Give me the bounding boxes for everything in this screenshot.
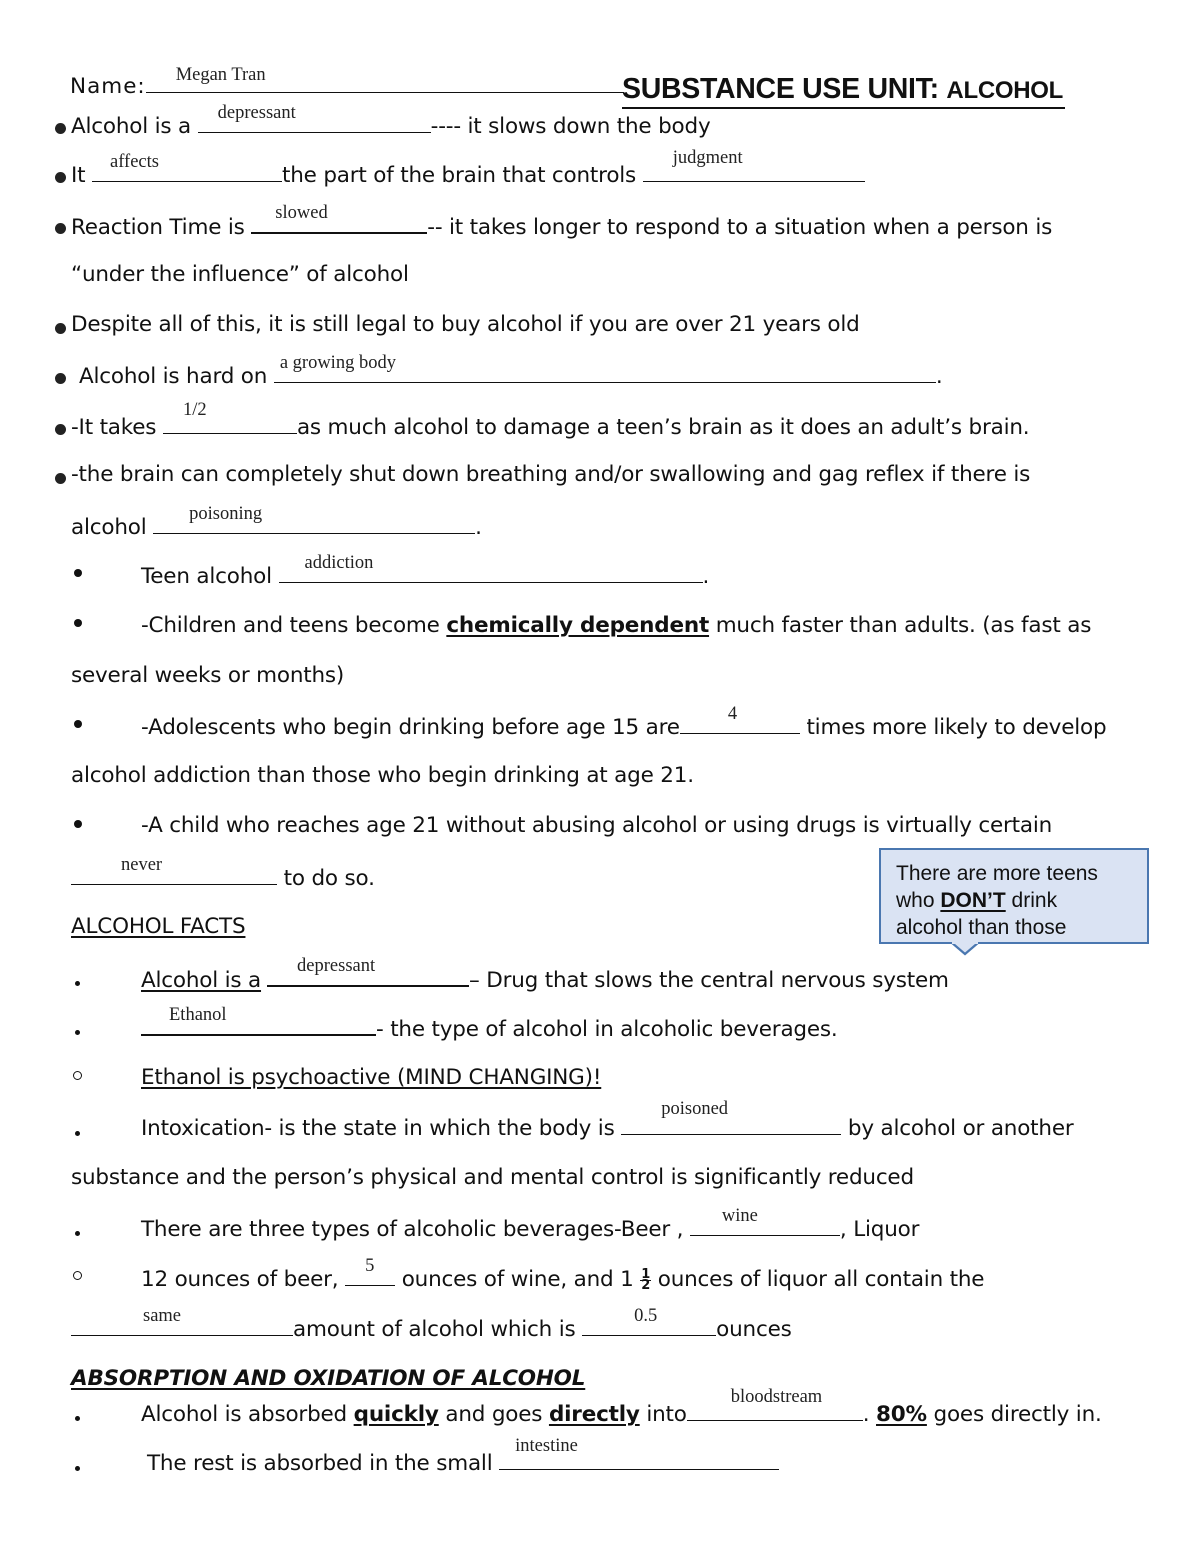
line-shut-down <box>71 462 1030 487</box>
line-age-21 <box>71 763 694 788</box>
line-text: The rest is absorbed in the small <box>147 1451 493 1476</box>
answer-blank[interactable] <box>198 103 431 133</box>
line-text: . <box>862 1402 870 1427</box>
line-teen-addiction <box>141 553 710 589</box>
line-weeks-months <box>71 663 344 688</box>
line-text: ounces of liquor all contain the <box>657 1267 985 1292</box>
bullet-icon <box>74 820 82 828</box>
bullet-icon <box>55 172 66 183</box>
absorption-heading <box>71 1366 585 1391</box>
name-row <box>70 65 624 99</box>
bullet-icon <box>75 1030 80 1035</box>
answer-blank[interactable] <box>499 1436 779 1470</box>
line-text: There are three types of alcoholic beverages-Beer , <box>141 1217 684 1242</box>
answer-blank[interactable] <box>643 148 865 182</box>
callout-emphasis: DON’T <box>940 889 1006 912</box>
callout-word: drink <box>1011 889 1058 912</box>
line-reaction-time <box>71 203 1053 240</box>
line-text: times more likely to develop <box>806 715 1107 740</box>
unit-title <box>622 74 1065 109</box>
answer-text: 4 <box>727 704 738 724</box>
line-text: Alcohol is hard on <box>79 364 268 389</box>
answer-text: depressant <box>217 103 296 123</box>
line-text: substance and the person’s physical and mental control is significantly reduced <box>71 1165 914 1190</box>
answer-blank[interactable] <box>163 400 297 434</box>
emphasis-text: quickly <box>353 1402 439 1427</box>
line-text: 12 ounces of beer, <box>141 1267 339 1292</box>
line-text: several weeks or months) <box>71 663 345 688</box>
bullet-icon <box>75 1131 80 1136</box>
line-text: goes directly in. <box>933 1402 1102 1427</box>
line-absorbed-quickly <box>141 1387 1102 1427</box>
answer-text: affects <box>110 152 159 172</box>
answer-text: bloodstream <box>730 1387 823 1407</box>
bullet-icon <box>55 123 66 134</box>
line-text: Alcohol is a <box>141 968 262 993</box>
line-text: – Drug that slows the central nervous system <box>469 968 949 993</box>
fraction-numerator: 1 <box>641 1266 651 1282</box>
callout-word: who <box>896 889 935 912</box>
heading-text: ALCOHOL FACTS <box>71 914 246 939</box>
line-text: into <box>646 1402 687 1427</box>
answer-text: intestine <box>515 1436 578 1456</box>
line-text: and goes <box>445 1402 543 1427</box>
line-text: . <box>702 564 710 589</box>
line-affects <box>71 148 865 188</box>
answer-text: depressant <box>297 956 376 976</box>
name-field[interactable] <box>146 65 624 93</box>
answer-blank[interactable] <box>251 203 427 234</box>
bullet-icon <box>75 981 80 986</box>
answer-blank[interactable] <box>92 152 282 182</box>
answer-blank[interactable] <box>274 353 936 383</box>
alcohol-facts-heading <box>71 914 245 939</box>
line-text: . <box>935 364 943 389</box>
callout-box <box>879 848 1149 944</box>
answer-blank[interactable] <box>279 553 703 583</box>
unit-title-main: SUBSTANCE USE UNIT: <box>622 73 939 105</box>
answer-text: Ethanol <box>169 1005 227 1025</box>
line-text: much faster than adults. (as fast as <box>715 613 1092 638</box>
callout-line: alcohol than those <box>896 916 1067 939</box>
line-text: ounces <box>716 1317 792 1342</box>
line-depressant <box>71 103 711 139</box>
line-virtually-certain <box>141 813 1052 838</box>
line-text: ounces of wine, and 1 <box>401 1267 634 1292</box>
bullet-icon <box>74 569 82 577</box>
line-legal <box>71 312 860 337</box>
answer-blank[interactable] <box>267 956 469 987</box>
callout-text <box>896 860 1098 941</box>
answer-blank[interactable] <box>141 1005 376 1036</box>
line-takes-half <box>71 400 1030 440</box>
line-chemically-dependent <box>141 613 1091 638</box>
hollow-bullet-icon <box>73 1071 82 1080</box>
bullet-icon <box>74 619 82 627</box>
line-small-intestine <box>147 1436 779 1476</box>
line-text: Alcohol is absorbed <box>141 1402 347 1427</box>
answer-text: wine <box>721 1206 758 1226</box>
line-hard-on <box>79 353 943 389</box>
bullet-icon <box>75 1416 80 1421</box>
answer-text: judgment <box>672 148 743 168</box>
line-text: -It takes <box>71 415 157 440</box>
line-text: -Adolescents who begin drinking before age 15 are <box>141 715 680 740</box>
line-text: -the brain can completely shut down breathing and/or swallowing and gag reflex if there is <box>71 462 1031 487</box>
answer-blank[interactable] <box>582 1306 716 1336</box>
line-text: to do so. <box>283 866 375 891</box>
line-facts-depressant <box>141 956 949 993</box>
answer-text: poisoning <box>189 504 263 524</box>
line-same-amount <box>71 1306 792 1342</box>
answer-text: 1/2 <box>182 400 207 420</box>
answer-text: never <box>121 855 163 875</box>
hollow-bullet-icon <box>73 1271 82 1280</box>
answer-text: a growing body <box>279 353 396 373</box>
line-text: the part of the brain that controls <box>282 163 637 188</box>
line-ethanol <box>141 1005 838 1042</box>
line-text: as much alcohol to damage a teen’s brain as it does an adult’s brain. <box>296 415 1030 440</box>
line-text: - the type of alcohol in alcoholic beverages. <box>376 1017 838 1042</box>
line-text: Alcohol is a <box>71 114 192 139</box>
answer-text: poisoned <box>661 1099 729 1119</box>
line-text: alcohol addiction than those who begin drinking at age 21. <box>71 763 694 788</box>
bullet-icon <box>75 1466 80 1471</box>
line-poisoning <box>71 504 482 540</box>
answer-blank[interactable] <box>71 1306 293 1336</box>
name-answer: Megan Tran <box>175 65 266 85</box>
emphasis-text: 80% <box>876 1402 927 1427</box>
bullet-icon <box>74 720 82 728</box>
answer-text: slowed <box>275 203 328 223</box>
emphasis-text: directly <box>548 1402 640 1427</box>
callout-pointer-icon <box>951 942 979 956</box>
line-age-15 <box>141 704 1107 740</box>
answer-blank[interactable] <box>687 1387 863 1421</box>
callout-line <box>896 887 1098 914</box>
bullet-icon <box>55 323 66 334</box>
line-text: Ethanol is psychoactive (MIND CHANGING)! <box>141 1065 602 1090</box>
bullet-icon <box>55 373 66 384</box>
line-ounces <box>141 1256 985 1293</box>
fraction-half <box>640 1266 651 1293</box>
line-intoxication <box>141 1099 1074 1141</box>
answer-text: 0.5 <box>634 1306 658 1326</box>
callout-line: There are more teens <box>896 862 1098 885</box>
answer-blank[interactable] <box>690 1206 840 1236</box>
line-text: Despite all of this, it is still legal to buy alcohol if you are over 21 years old <box>71 312 860 337</box>
bullet-icon <box>75 1231 80 1236</box>
line-text: -A child who reaches age 21 without abusing alcohol or using drugs is virtually certain <box>141 813 1053 838</box>
unit-title-sub: ALCOHOL <box>946 77 1063 104</box>
line-text: . <box>475 515 482 540</box>
line-text: -Children and teens become <box>141 613 440 638</box>
bullet-icon <box>55 424 66 435</box>
answer-text: 5 <box>365 1256 375 1276</box>
line-under-influence <box>71 262 409 287</box>
line-psychoactive <box>141 1065 601 1090</box>
answer-blank[interactable] <box>680 704 800 734</box>
heading-text: ABSORPTION AND OXIDATION OF ALCOHOL <box>71 1366 586 1391</box>
line-substance <box>71 1165 914 1190</box>
line-text: Intoxication- is the state in which the body is <box>141 1116 615 1141</box>
answer-blank[interactable] <box>153 504 475 534</box>
answer-blank[interactable] <box>71 855 277 885</box>
answer-blank[interactable] <box>345 1256 395 1286</box>
bullet-icon <box>55 473 66 484</box>
line-text: Reaction Time is <box>71 215 245 240</box>
line-text: alcohol <box>71 515 147 540</box>
line-text: “under the influence” of alcohol <box>71 262 409 287</box>
line-never <box>71 855 375 891</box>
line-three-types <box>141 1206 920 1242</box>
line-text: by alcohol or another <box>847 1116 1074 1141</box>
emphasis-text: chemically dependent <box>446 613 710 638</box>
name-label: Name: <box>70 74 146 99</box>
answer-text: same <box>143 1306 182 1326</box>
line-text: , Liquor <box>839 1217 920 1242</box>
fraction-denominator: 2 <box>641 1277 651 1293</box>
line-text: amount of alcohol which is <box>293 1317 576 1342</box>
line-text: -- it takes longer to respond to a situation when a person is <box>427 215 1053 240</box>
answer-blank[interactable] <box>621 1099 841 1135</box>
line-text: It <box>71 163 86 188</box>
line-text: Teen alcohol <box>141 564 272 589</box>
bullet-icon <box>55 223 66 234</box>
answer-text: addiction <box>304 553 374 573</box>
line-text: ---- it slows down the body <box>430 114 711 139</box>
